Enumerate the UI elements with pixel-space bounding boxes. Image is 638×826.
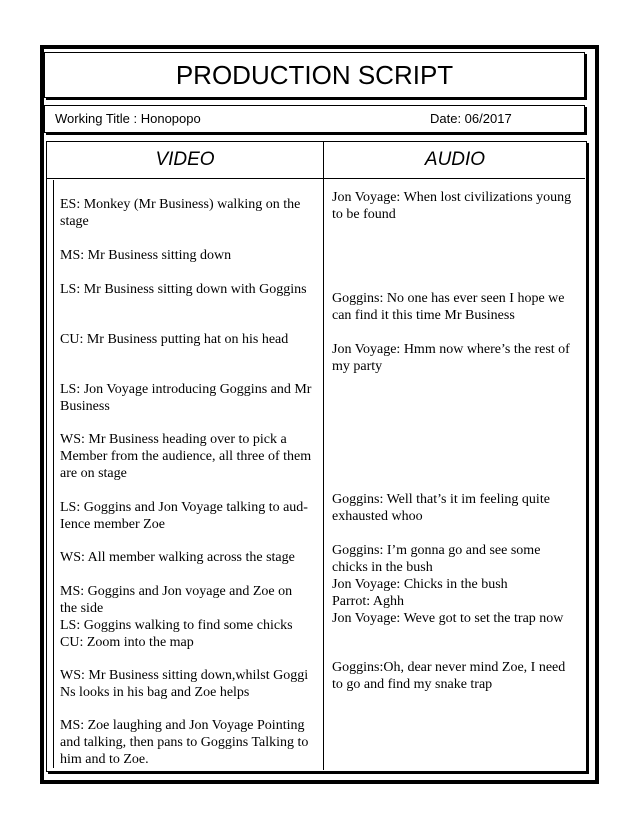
video-shot-11: CU: Zoom into the map xyxy=(60,635,194,650)
audio-line-5: Goggins: I’m gonna go and see some chicks in the bush xyxy=(332,543,541,575)
video-header: VIDEO xyxy=(155,149,215,170)
audio-line-1: Jon Voyage: When lost civilizations young to be found xyxy=(332,190,572,222)
video-shot-7: LS: Goggins and Jon Voyage talking to aud-Ience member Zoe xyxy=(60,500,308,532)
audio-header: AUDIO xyxy=(424,149,486,170)
video-shot-8: WS: All member walking across the stage xyxy=(60,550,295,565)
video-shot-10: LS: Goggins walking to find some chicks xyxy=(60,618,293,633)
video-shot-9: MS: Goggins and Jon voyage and Zoe on the side xyxy=(60,584,293,616)
audio-line-2: Goggins: No one has ever seen I hope we can find it this time Mr Business xyxy=(332,291,565,323)
column-divider xyxy=(323,142,324,770)
audio-line-9: Goggins:Oh, dear never mind Zoe, I need to go and find my snake trap xyxy=(332,660,566,692)
video-shot-4: CU: Mr Business putting hat on his head xyxy=(60,332,289,347)
working-title: Working Title : Honopopo xyxy=(55,111,201,126)
video-shot-5: LS: Jon Voyage introducing Goggins and Mr Business xyxy=(60,382,312,414)
date: Date: 06/2017 xyxy=(430,111,512,126)
header-divider xyxy=(47,178,585,179)
audio-line-3: Jon Voyage: Hmm now where’s the rest of my party xyxy=(332,342,570,374)
video-shot-12: WS: Mr Business sitting down,whilst Goggi Ns looks in his bag and Zoe helps xyxy=(60,668,309,700)
video-shot-1: ES: Monkey (Mr Business) walking on the stage xyxy=(60,197,301,229)
audio-line-4: Goggins: Well that’s it im feeling quite exhausted whoo xyxy=(332,492,550,524)
video-shot-3: LS: Mr Business sitting down with Goggins xyxy=(60,282,307,297)
video-shot-13: MS: Zoe laughing and Jon Voyage Pointing and talking, then pans to Goggins Talking to him and to Zoe. xyxy=(60,718,309,767)
video-shot-6: WS: Mr Business heading over to pick a Member from the audience, all three of them are on stage xyxy=(60,432,312,481)
audio-line-8: Jon Voyage: Weve got to set the trap now xyxy=(332,611,564,626)
page-title: PRODUCTION SCRIPT xyxy=(44,52,585,98)
audio-line-7: Parrot: Aghh xyxy=(332,594,404,609)
video-column-edge xyxy=(53,180,54,768)
video-shot-2: MS: Mr Business sitting down xyxy=(60,248,232,263)
audio-line-6: Jon Voyage: Chicks in the bush xyxy=(332,577,508,592)
info-row xyxy=(44,105,585,133)
